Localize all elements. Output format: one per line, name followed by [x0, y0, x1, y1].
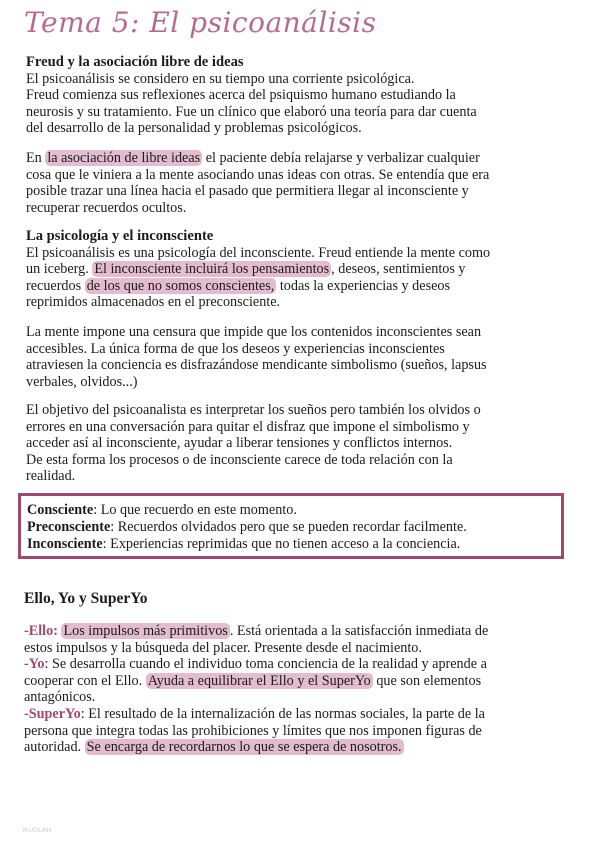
text-line: persona que integra todas las prohibiciones y límites que nos imponen figuras de [24, 722, 482, 739]
text-line: reprimidos almacenados en el preconsciente. [26, 294, 281, 311]
text-line: De esta forma los procesos o de inconsciente carece de toda relación con la [26, 451, 453, 468]
text-line: autoridad. Se encarga de recordarnos lo que se espera de nosotros. [24, 739, 402, 756]
section-heading: La psicología y el inconsciente [26, 228, 214, 244]
text-line: antagónicos. [24, 689, 96, 706]
text-line: un iceberg. El inconsciente incluirá los pensamientos , deseos, sentimientos y [26, 261, 466, 278]
section-inconsciente [26, 228, 566, 311]
term-superyo: SuperYo [28, 705, 81, 722]
section-heading: Freud y la asociación libre de ideas [26, 54, 244, 70]
text-line: recuperar recuerdos ocultos. [26, 199, 187, 216]
text-line: -Yo: Se desarrolla cuando el individuo toma conciencia de la realidad y aprende a [24, 656, 487, 673]
section-objetivo [26, 402, 566, 485]
watermark-footer: WUOLAH [22, 826, 52, 834]
definition-consciente: Consciente: Lo que recuerdo en este momento. [27, 502, 297, 518]
text-line: neurosis y su tratamiento. Fue un clínico que elaboró una teoría para dar cuenta [26, 103, 477, 120]
section-censura [26, 324, 566, 390]
text-line: El objetivo del psicoanalista es interpretar los sueños pero también los olvidos o [26, 402, 481, 418]
section-asociacion [26, 150, 566, 216]
highlight: la asociación de libre ideas [47, 150, 201, 166]
text-line: del desarrollo de la personalidad y problemas psicológicos. [26, 120, 362, 137]
text-line: -SuperYo: El resultado de la internalización de las normas sociales, la parte de la [24, 705, 485, 722]
highlight: El inconsciente incluirá los pensamientos [94, 261, 330, 278]
definition-preconsciente: Preconsciente: Recuerdos olvidados pero que se pueden recordar facilmente. [27, 519, 467, 535]
text-line: cooperar con el Ello. Ayuda a equilibrar el Ello y el SuperYo que son elementos [24, 672, 482, 689]
text-line: atraviesen la conciencia es disfrazándose mendicante simbolismo (sueños, lapsus [26, 357, 487, 374]
section-freud [26, 54, 566, 137]
text-line: En la asociación de libre ideas el paciente debía relajarse y verbalizar cualquier [26, 150, 480, 166]
text-line: realidad. [26, 468, 76, 485]
text-line: estos impulsos y la búsqueda del placer. Presente desde el nacimiento. [24, 639, 422, 656]
text-line: -Ello: Los impulsos más primitivos . Está orientada a la satisfacción inmediata de [24, 623, 489, 639]
text-line: errores en una conversación para quitar el disfraz que impone el simbolismo y [26, 418, 470, 435]
page-title: Tema 5: El psicoanálisis [24, 6, 377, 39]
text-line: recuerdos de los que no somos conscientes, todas la experiencias y deseos [26, 277, 451, 294]
text-line: posible trazar una línea hacia el pasado que permitiera llegar al inconsciente y [26, 183, 469, 200]
highlight: Se encarga de recordarnos lo que se espera de nosotros. [86, 739, 402, 756]
term-ello: Ello [28, 623, 54, 639]
text-line: Freud comienza sus reflexiones acerca del psiquismo humano estudiando la [26, 87, 456, 104]
text-line: El psicoanálisis es una psicología del inconsciente. Freud entiende la mente como [26, 244, 491, 261]
highlight: de los que no somos conscientes, [86, 277, 275, 294]
text-line: La mente impone una censura que impide que los contenidos inconscientes sean [26, 324, 482, 340]
text-line: verbales, olvidos...) [26, 373, 138, 390]
definitions-box [18, 493, 564, 559]
highlight: Los impulsos más primitivos [63, 623, 228, 639]
definition-inconsciente: Inconsciente: Experiencias reprimidas que no tienen acceso a la conciencia. [27, 536, 461, 552]
text-line: El psicoanálisis se considero en su tiempo una corriente psicológica. [26, 70, 415, 87]
section-ello-yo-superyo [24, 623, 569, 756]
term-yo: Yo [28, 656, 45, 673]
text-line: cosa que le viniera a la mente asociando unas ideas con otras. Se entendía que era [26, 166, 490, 183]
highlight: Ayuda a equilibrar el Ello y el SuperYo [147, 672, 371, 689]
text-line: acceder así al inconsciente, ayudar a liberar tensiones y conflictos internos. [26, 435, 453, 452]
section-heading-ello-yo-superyo: Ello, Yo y SuperYo [24, 590, 148, 607]
text-line: accesibles. La única forma de que los deseos y experiencias inconscientes [26, 340, 445, 357]
